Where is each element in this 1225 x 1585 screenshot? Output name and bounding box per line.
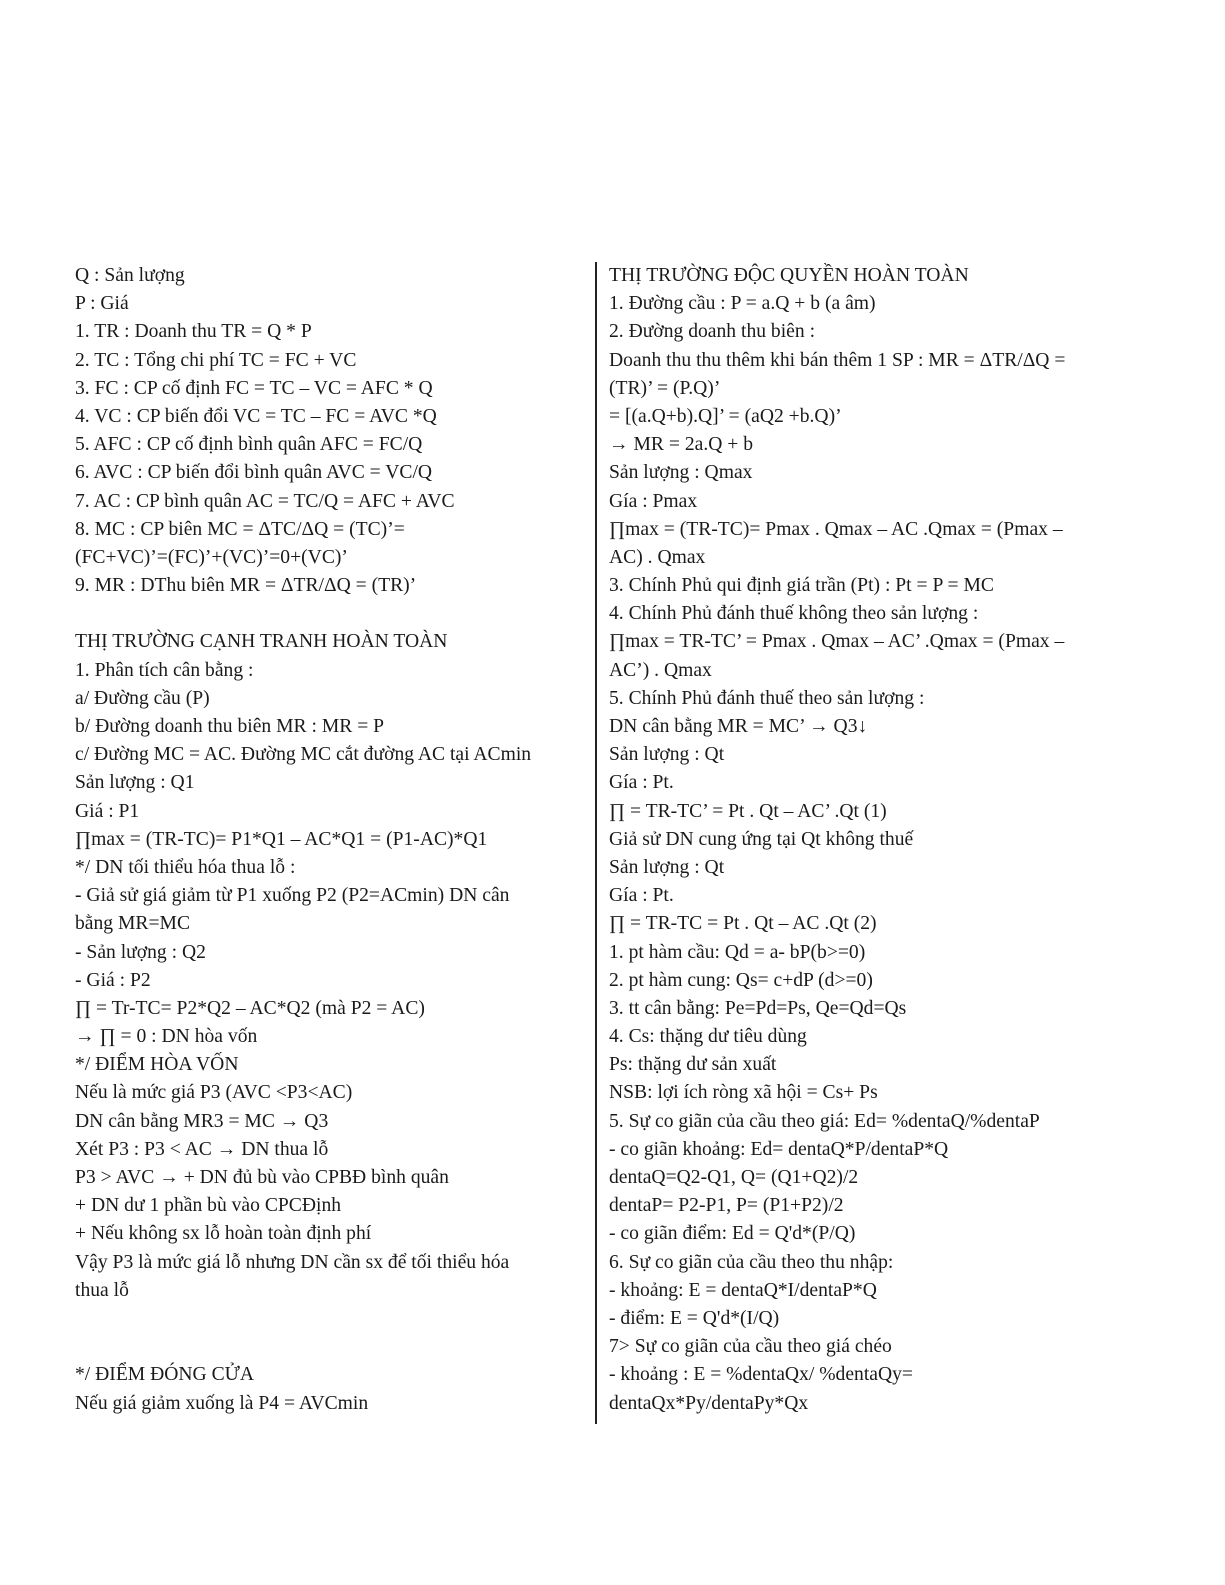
left-column-line xyxy=(75,1305,590,1333)
left-column-line: - Sản lượng : Q2 xyxy=(75,941,206,963)
left-column-line: - Giả sử giá giảm từ P1 xuống P2 (P2=ACmin) DN cân xyxy=(75,885,510,907)
right-column-line: - điểm: E = Q'd*(I/Q) xyxy=(609,1307,780,1329)
right-column-line: ∏ = TR-TC = Pt . Qt – AC .Qt (2) xyxy=(609,913,877,935)
left-column-line: Sản lượng : Q1 xyxy=(75,772,195,794)
left-column-line: */ ĐIỂM ĐÓNG CỬA xyxy=(75,1364,255,1386)
left-column-line: 4. VC : CP biến đổi VC = TC – FC = AVC *Q xyxy=(75,405,437,427)
right-column-line: DN cân bằng MR = MC’ → Q3↓ xyxy=(609,716,868,737)
right-column-line: (TR)’ = (P.Q)’ xyxy=(609,377,721,399)
left-column-line: 2. TC : Tổng chi phí TC = FC + VC xyxy=(75,349,357,371)
left-column-line: Xét P3 : P3 < AC → DN thua lỗ xyxy=(75,1138,329,1160)
right-column xyxy=(609,262,1129,1418)
left-column-line: → ∏ = 0 : DN hòa vốn xyxy=(75,1026,258,1048)
right-column-line: THỊ TRƯỜNG ĐỘC QUYỀN HOÀN TOÀN xyxy=(609,265,969,286)
left-column-line: 3. FC : CP cố định FC = TC – VC = AFC * Q xyxy=(75,377,433,399)
left-column-line: */ DN tối thiểu hóa thua lỗ : xyxy=(75,856,296,878)
right-column-line: Gía : Pmax xyxy=(609,490,698,512)
left-column-line: 7. AC : CP bình quân AC = TC/Q = AFC + AVC xyxy=(75,490,455,512)
right-column-line: 2. Đường doanh thu biên : xyxy=(609,321,816,343)
left-column xyxy=(75,262,590,1418)
right-column-line: dentaQ=Q2-Q1, Q= (Q1+Q2)/2 xyxy=(609,1167,859,1188)
left-column-line: P3 > AVC → + DN đủ bù vào CPBĐ bình quân xyxy=(75,1167,449,1188)
left-column-line: 8. MC : CP biên MC = ΔTC/ΔQ = (TC)’= xyxy=(75,518,405,540)
left-column-line: 1. Phân tích cân bằng : xyxy=(75,659,254,681)
right-column-line: Sản lượng : Qt xyxy=(609,744,725,766)
left-column-line: 5. AFC : CP cố định bình quân AFC = FC/Q xyxy=(75,434,423,456)
right-column-line: NSB: lợi ích ròng xã hội = Cs+ Ps xyxy=(609,1082,878,1104)
right-column-line: = [(a.Q+b).Q]’ = (aQ2 +b.Q)’ xyxy=(609,405,842,427)
left-column-line: DN cân bằng MR3 = MC → Q3 xyxy=(75,1110,329,1132)
right-column-line: Gía : Pt. xyxy=(609,885,674,907)
left-column-line: a/ Đường cầu (P) xyxy=(75,687,210,709)
right-column-line: ∏max = (TR-TC)= Pmax . Qmax – AC .Qmax = (Pmax – xyxy=(609,518,1063,540)
right-column-line: 1. pt hàm cầu: Qd = a- bP(b>=0) xyxy=(609,941,866,963)
right-column-line: 5. Chính Phủ đánh thuế theo sản lượng : xyxy=(609,687,925,709)
left-column-line: b/ Đường doanh thu biên MR : MR = P xyxy=(75,716,385,737)
left-column-line: P : Giá xyxy=(75,293,129,315)
column-divider xyxy=(595,262,597,1424)
left-column-line: (FC+VC)’=(FC)’+(VC)’=0+(VC)’ xyxy=(75,546,348,568)
right-column-line: 2. pt hàm cung: Qs= c+dP (d>=0) xyxy=(609,969,873,991)
left-column-line: Giá : P1 xyxy=(75,800,140,822)
left-column-line: */ ĐIỂM HÒA VỐN xyxy=(75,1054,239,1076)
right-column-line: 7> Sự co giãn của cầu theo giá chéo xyxy=(609,1336,892,1358)
left-column-line: 9. MR : DThu biên MR = ΔTR/ΔQ = (TR)’ xyxy=(75,575,417,597)
left-column-line: Nếu là mức giá P3 (AVC <P3<AC) xyxy=(75,1082,353,1104)
right-column-line: ∏max = TR-TC’ = Pmax . Qmax – AC’ .Qmax = (Pmax – xyxy=(609,631,1065,653)
right-column-line: 4. Chính Phủ đánh thuế không theo sản lượng : xyxy=(609,603,979,625)
right-column-line: Doanh thu thu thêm khi bán thêm 1 SP : MR = ΔTR/ΔQ = xyxy=(609,349,1066,371)
left-column-line: - Giá : P2 xyxy=(75,969,151,991)
right-column-line: Gía : Pt. xyxy=(609,772,674,794)
left-column-line: c/ Đường MC = AC. Đường MC cắt đường AC tại ACmin xyxy=(75,744,532,766)
right-column-line: Sản lượng : Qmax xyxy=(609,462,753,484)
right-column-line: 5. Sự co giãn của cầu theo giá: Ed= %dentaQ/%dentaP xyxy=(609,1110,1040,1132)
right-column-line: Giả sử DN cung ứng tại Qt không thuế xyxy=(609,828,914,850)
left-column-line xyxy=(75,1333,590,1361)
right-column-line: 1. Đường cầu : P = a.Q + b (a âm) xyxy=(609,293,876,315)
left-column-line: Vậy P3 là mức giá lỗ nhưng DN cần sx để tối thiểu hóa xyxy=(75,1251,510,1273)
right-column-line: 6. Sự co giãn của cầu theo thu nhập: xyxy=(609,1251,894,1273)
right-column-line: → MR = 2a.Q + b xyxy=(609,434,754,456)
left-column-line: Q : Sản lượng xyxy=(75,265,185,286)
left-column-line: + DN dư 1 phần bù vào CPCĐịnh xyxy=(75,1195,342,1217)
right-column-line: Ps: thặng dư sản xuất xyxy=(609,1054,777,1076)
right-column-line: 4. Cs: thặng dư tiêu dùng xyxy=(609,1026,807,1048)
right-column-line: Sản lượng : Qt xyxy=(609,856,725,878)
left-column-line: ∏max = (TR-TC)= P1*Q1 – AC*Q1 = (P1-AC)*Q1 xyxy=(75,828,488,850)
left-column-line: Nếu giá giảm xuống là P4 = AVCmin xyxy=(75,1392,369,1414)
right-column-line: dentaQx*Py/dentaPy*Qx xyxy=(609,1392,809,1414)
left-column-line: thua lỗ xyxy=(75,1279,129,1301)
left-column-line: bằng MR=MC xyxy=(75,913,191,935)
left-column-line: + Nếu không sx lỗ hoàn toàn định phí xyxy=(75,1223,372,1245)
right-column-line: dentaP= P2-P1, P= (P1+P2)/2 xyxy=(609,1195,844,1217)
right-column-line: 3. Chính Phủ qui định giá trần (Pt) : Pt = P = MC xyxy=(609,575,994,597)
left-column-line: ∏ = Tr-TC= P2*Q2 – AC*Q2 (mà P2 = AC) xyxy=(75,997,425,1019)
right-column-line: - khoảng : E = %dentaQx/ %dentaQy= xyxy=(609,1364,913,1386)
left-column-line: 6. AVC : CP biến đổi bình quân AVC = VC/Q xyxy=(75,462,433,484)
right-column-line: - co giãn điểm: Ed = Q'd*(P/Q) xyxy=(609,1223,856,1245)
right-column-line: ∏ = TR-TC’ = Pt . Qt – AC’ .Qt (1) xyxy=(609,800,887,822)
right-column-line: AC) . Qmax xyxy=(609,546,706,568)
left-column-line: 1. TR : Doanh thu TR = Q * P xyxy=(75,321,312,343)
right-column-line: - khoảng: E = dentaQ*I/dentaP*Q xyxy=(609,1279,877,1301)
right-column-line: - co giãn khoảng: Ed= dentaQ*P/dentaP*Q xyxy=(609,1138,949,1160)
left-column-line xyxy=(75,600,590,628)
left-column-line: THỊ TRƯỜNG CẠNH TRANH HOÀN TOÀN xyxy=(75,631,448,653)
right-column-line: AC’) . Qmax xyxy=(609,659,712,681)
right-column-line: 3. tt cân bằng: Pe=Pd=Ps, Qe=Qd=Qs xyxy=(609,997,907,1019)
